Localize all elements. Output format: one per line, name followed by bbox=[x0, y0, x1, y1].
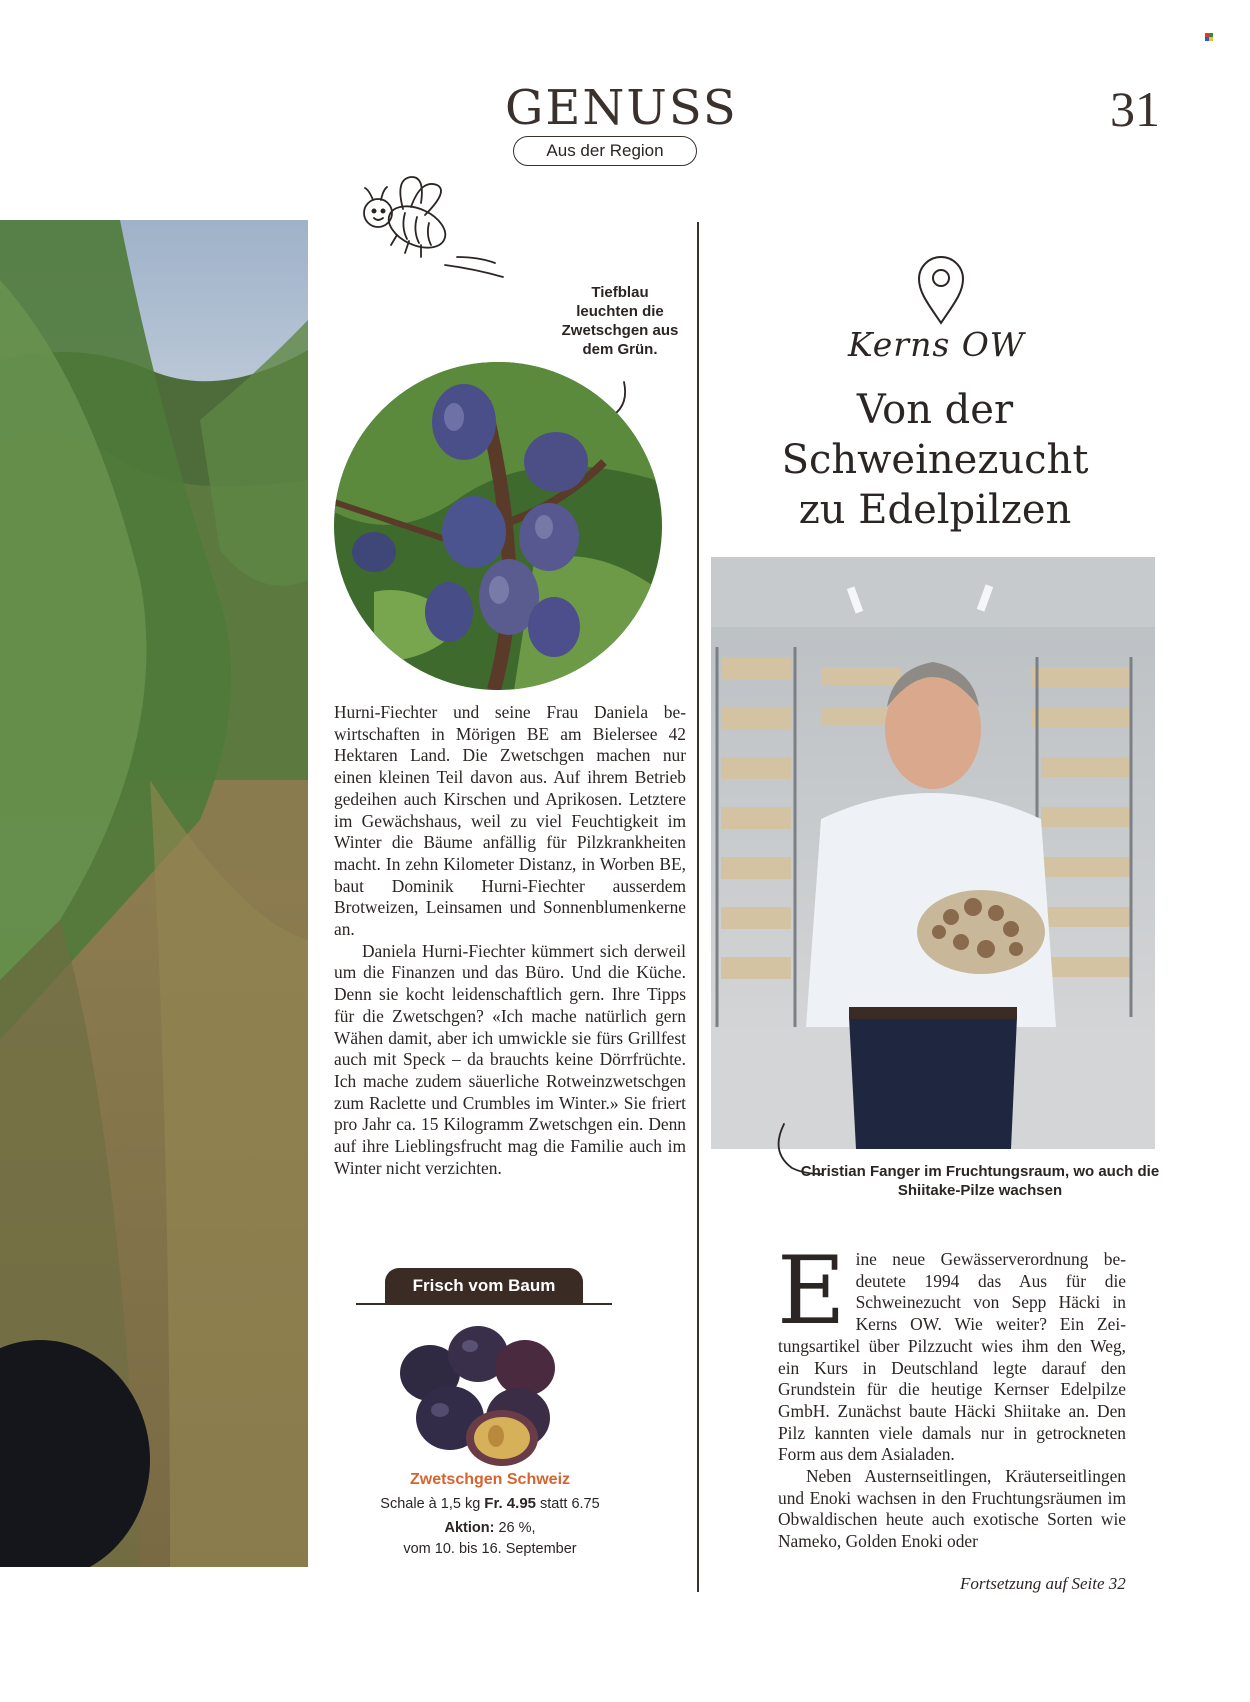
page-number: 31 bbox=[1110, 81, 1160, 137]
article-headline bbox=[740, 385, 1130, 535]
product-price: Fr. 4.95 bbox=[484, 1495, 536, 1512]
product-pack-size: Schale à 1,5 kg bbox=[380, 1496, 481, 1512]
column-divider bbox=[697, 222, 699, 1592]
left-article-paragraph: Daniela Hurni-Fiechter kümmert sich derweil um die Finanzen und das Büro. Und die Küche. Denn sie kocht leidenschaftlich gern. Ihre Tipps für die Zwetschgen? «Ich mache natürlich gern Wähen damit, aber ich umwickle sie fürs Grillfest auch mit Speck – da brauchts keine Dörrfrüchte. Ich mache zudem säuerliche Rotweinzwetschgen zum Raclette und Crumbles im Winter.» Sie friert pro Jahr ca. 15 Kilogramm Zwetschgen ein. Denn auf ihre Lieblingsfrucht mag die Familie auch im Winter nicht verzichten. bbox=[334, 940, 686, 1178]
right-article-paragraph bbox=[777, 1237, 1126, 1466]
right-article-paragraph-text: ine neue Gewässerverordnung bedeutete 1994 das Aus für die Schweinezucht von Sepp Häcki in Kerns OW. Wie weiter? Ein Zeitungsartikel über Pilzzucht wies ihm den Weg, ein Kurs in Deutschland legte darauf den Grundstein für die heutige Kernser Edelpilze GmbH. Zunächst baute Häcki Shiitake an. Den Pilz kannten viele damals nur in getrockneten Form aus dem Asialaden. bbox=[778, 1249, 1126, 1465]
left-article-body bbox=[334, 702, 686, 1179]
dropcap: E bbox=[777, 1237, 846, 1346]
headline-line: Schweinezucht bbox=[781, 437, 1089, 483]
product-name: Zwetschgen Schweiz bbox=[409, 1471, 571, 1488]
plum-photo-caption: Tiefblau leuchten die Zwetschgen aus dem Grün. bbox=[561, 284, 679, 358]
right-article-body bbox=[777, 1237, 1126, 1553]
continuation-note: Fortsetzung auf Seite 32 bbox=[960, 1574, 1126, 1593]
product-was-price: statt 6.75 bbox=[540, 1496, 600, 1512]
product-box-rule bbox=[356, 1303, 612, 1305]
location-pin-icon bbox=[915, 255, 967, 327]
orchard-photo bbox=[0, 220, 308, 1567]
headline-line: Von der bbox=[856, 387, 1014, 433]
left-article-paragraph: Hurni-Fiechter und seine Frau Daniela bewirtschaften in Mörigen BE am Bielersee 42 Hektaren Land. Die Zwetschgen machen nur einen kleinen Teil davon aus. Auf ihrem Betrieb gedeihen auch Kirschen und Aprikosen. Letztere im Gewächshaus, weil zu viel Feuchtigkeit im Winter die Bäume anfällig für Pilzkrankheiten macht. In zehn Kilometer Distanz, in Worben BE, baut Dominik Hurni-Fiechter ausserdem Brotweizen, Leinsamen und Sonnenblumenkerne an. bbox=[334, 702, 686, 940]
product-promo bbox=[340, 1518, 640, 1560]
promo-label: Aktion: bbox=[444, 1520, 495, 1536]
section-subtitle-badge: Aus der Region bbox=[513, 136, 697, 166]
headline-line: zu Edelpilzen bbox=[798, 487, 1072, 533]
plum-tree-photo bbox=[334, 362, 662, 690]
promo-dates: vom 10. bis 16. September bbox=[403, 1541, 577, 1557]
section-title: GENUSS bbox=[505, 80, 738, 136]
right-article-paragraph: Neben Austernseitlingen, Kräuterseitlingen und Enoki wachsen in den Fruchtungsräumen im Obwaldischen heute auch exotische Sorten wie Nameko, Golden Enoki oder bbox=[778, 1466, 1126, 1552]
mushroom-farmer-photo bbox=[711, 557, 1155, 1149]
product-box-tab: Frisch vom Baum bbox=[385, 1268, 583, 1304]
plums-product-image bbox=[390, 1318, 570, 1468]
location-label: Kerns OW bbox=[848, 325, 1025, 364]
bee-doodle-icon bbox=[345, 165, 535, 280]
farmer-photo-caption: Christian Fanger im Fruchtungsraum, wo auch die Shiitake-Pilze wachsen bbox=[800, 1163, 1160, 1199]
promo-value: 26 %, bbox=[498, 1520, 536, 1536]
product-price-line bbox=[340, 1495, 640, 1512]
color-registration-icon bbox=[1205, 33, 1213, 41]
